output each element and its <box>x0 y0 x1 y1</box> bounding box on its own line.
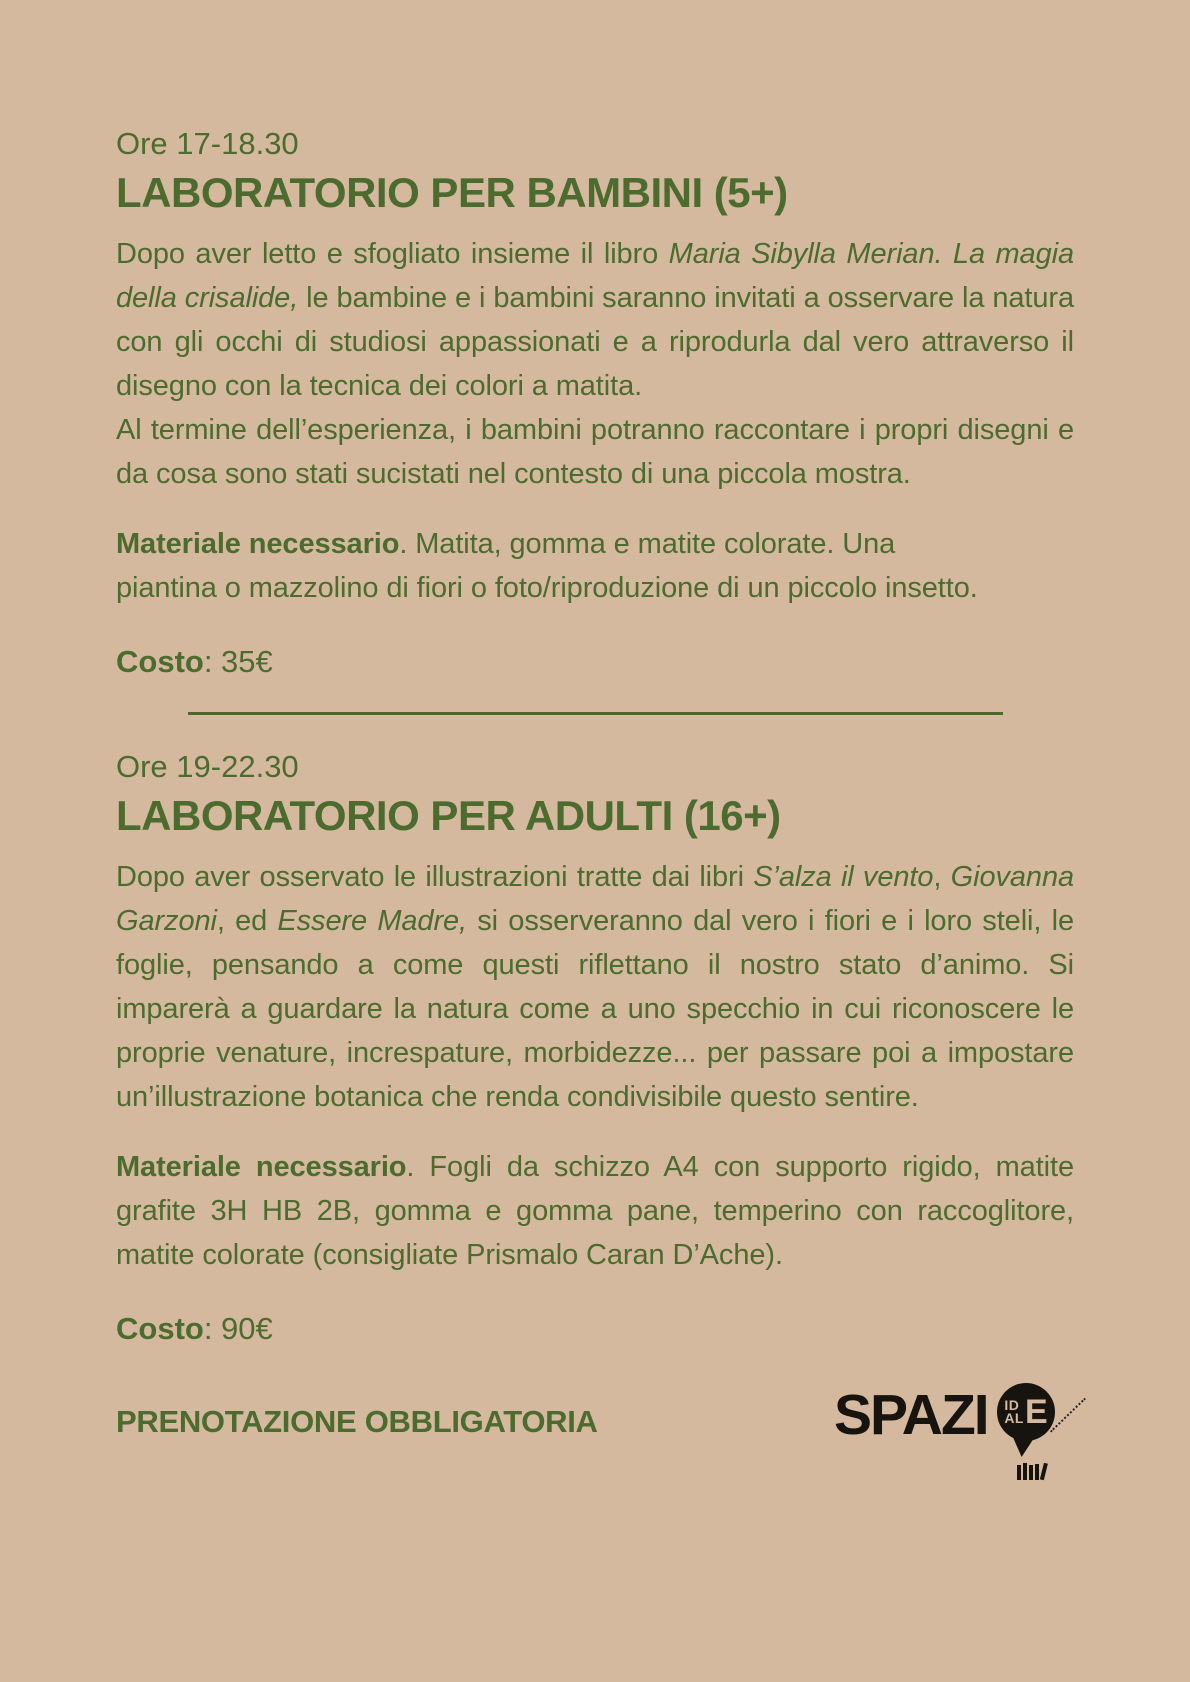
adults-workshop-description: Dopo aver osservato le illustrazioni tratte dai libri S’alza il vento, Giovanna Garzoni, ed Essere Madre, si osserveranno dal vero i fiori e i loro steli, le foglie, pensando a come questi riflettano il nostro stato d’animo. Si imparerà a guardare la natura come a uno specchio in cui riconoscere le proprie venature, increspature, morbidezze... per passare poi a impostare un’illustrazione botanica che renda condivisibile questo sentire. <box>116 861 1074 1113</box>
adults-workshop-materials: Materiale necessario. Fogli da schizzo A4 con supporto rigido, matite grafite 3H HB 2B, gomma e gomma pane, temperino con raccoglitore, matite colorate (consigliate Prismalo Caran D’Ache). <box>116 1151 1074 1271</box>
cost-value: : 90€ <box>203 1311 273 1346</box>
books-icon <box>1016 1463 1052 1481</box>
adults-workshop-section <box>116 749 1074 1347</box>
cost-label: Costo <box>116 644 204 679</box>
balloon-tail-icon <box>1012 1435 1036 1457</box>
logo-arc-tagline <box>1050 1398 1086 1433</box>
children-workshop-title: LABORATORIO PER BAMBINI (5+) <box>116 169 788 216</box>
children-workshop-time: Ore 17-18.30 <box>116 126 299 161</box>
logo-bubble-row2: AL <box>1004 1410 1024 1426</box>
cost-label: Costo <box>116 1311 204 1346</box>
children-workshop-section <box>116 126 1074 680</box>
children-workshop-cost <box>116 644 1074 680</box>
logo-word: SPAZI <box>834 1383 988 1447</box>
children-workshop-description: Dopo aver letto e sfogliato insieme il libro Maria Sibylla Merian. La magia della crisalide, le bambine e i bambini saranno invitati a osservare la natura con gli occhi di studiosi appassionati e a riprodurla dal vero attraverso il disegno con la tecnica dei colori a matita. Al termine dell’esperienza, i bambini potranno raccontare i propri disegni e da cosa sono stati sucistati nel contesto di una piccola mostra. <box>116 238 1074 490</box>
adults-workshop-time: Ore 19-22.30 <box>116 749 299 784</box>
cost-value: : 35€ <box>203 644 273 679</box>
adults-workshop-cost <box>116 1311 1074 1347</box>
logo-bubble-big-letter: E <box>1024 1393 1048 1431</box>
adults-workshop-title: LABORATORIO PER ADULTI (16+) <box>116 792 781 839</box>
speech-balloon-icon <box>997 1383 1055 1441</box>
logo-bubble-row1: ID <box>1004 1397 1020 1413</box>
footer-row <box>116 1381 1074 1481</box>
spazio-ideale-logo <box>834 1381 1074 1481</box>
section-divider <box>188 712 1003 715</box>
booking-notice: PRENOTAZIONE OBBLIGATORIA <box>116 1404 598 1439</box>
logo-bubble-small-text <box>1004 1399 1024 1425</box>
children-workshop-materials: Materiale necessario. Matita, gomma e matite colorate. Una piantina o mazzolino di fiori o foto/riproduzione di un piccolo insetto. <box>116 528 978 604</box>
